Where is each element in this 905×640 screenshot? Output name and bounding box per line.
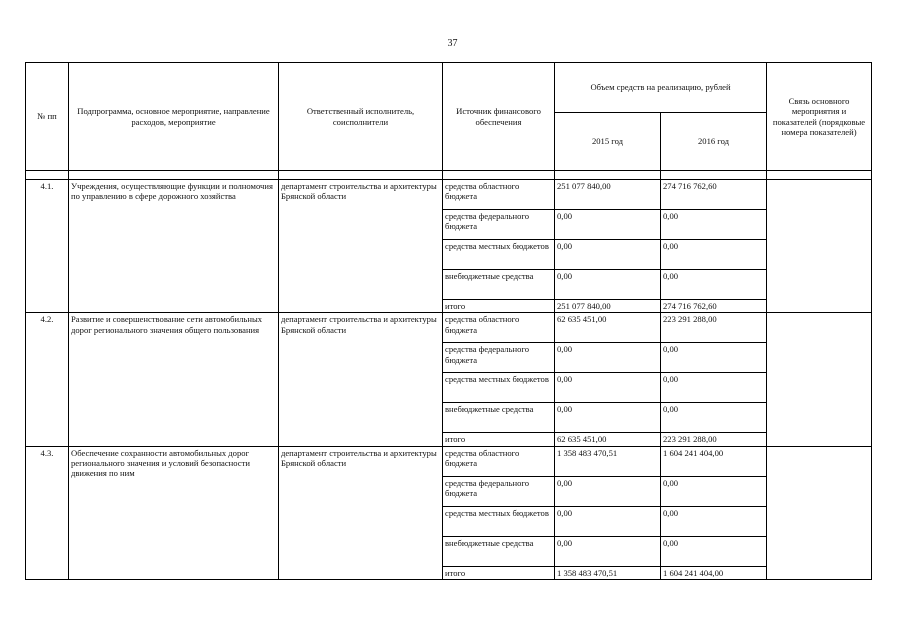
total-2015: 251 077 840,00 bbox=[555, 300, 661, 313]
amount-2015: 0,00 bbox=[555, 506, 661, 536]
amount-2016: 0,00 bbox=[661, 343, 767, 373]
table-row bbox=[26, 313, 872, 343]
section-program: Развитие и совершенствование сети автомобильных дорог регионального значения общего пользования bbox=[69, 313, 279, 446]
header-year-2016: 2016 год bbox=[661, 113, 767, 171]
link-cell bbox=[767, 313, 872, 446]
amount-2015: 0,00 bbox=[555, 403, 661, 433]
section-program: Обеспечение сохранности автомобильных дорог регионального значения и условий безопасности движения по ним bbox=[69, 446, 279, 579]
amount-2015: 0,00 bbox=[555, 210, 661, 240]
section-number: 4.3. bbox=[26, 446, 69, 579]
section-number: 4.2. bbox=[26, 313, 69, 446]
amount-2016: 1 604 241 404,00 bbox=[661, 446, 767, 476]
source-cell: средства федерального бюджета bbox=[443, 343, 555, 373]
spacer-row bbox=[26, 171, 872, 180]
section-executor: департамент строительства и архитектуры Брянской области bbox=[279, 180, 443, 313]
header-year-2015: 2015 год bbox=[555, 113, 661, 171]
table-row bbox=[26, 446, 872, 476]
amount-2015: 0,00 bbox=[555, 343, 661, 373]
section-executor: департамент строительства и архитектуры Брянской области bbox=[279, 313, 443, 446]
budget-table bbox=[25, 62, 872, 580]
source-cell: внебюджетные средства bbox=[443, 403, 555, 433]
amount-2015: 62 635 451,00 bbox=[555, 313, 661, 343]
source-cell: средства местных бюджетов bbox=[443, 240, 555, 270]
source-cell: средства областного бюджета bbox=[443, 180, 555, 210]
header-num: № пп bbox=[26, 63, 69, 171]
source-cell: средства местных бюджетов bbox=[443, 506, 555, 536]
amount-2016: 0,00 bbox=[661, 270, 767, 300]
total-2016: 223 291 288,00 bbox=[661, 433, 767, 446]
amount-2016: 0,00 bbox=[661, 536, 767, 566]
header-volume: Объем средств на реализацию, рублей bbox=[555, 63, 767, 113]
header-executor: Ответственный исполнитель, соисполнители bbox=[279, 63, 443, 171]
total-2016: 1 604 241 404,00 bbox=[661, 566, 767, 579]
amount-2015: 1 358 483 470,51 bbox=[555, 446, 661, 476]
total-label: итого bbox=[443, 433, 555, 446]
header-source: Источник финансового обеспечения bbox=[443, 63, 555, 171]
total-label: итого bbox=[443, 300, 555, 313]
section-number: 4.1. bbox=[26, 180, 69, 313]
header-link: Связь основного мероприятия и показателей (порядковые номера показателей) bbox=[767, 63, 872, 171]
total-label: итого bbox=[443, 566, 555, 579]
source-cell: средства федерального бюджета bbox=[443, 476, 555, 506]
amount-2016: 0,00 bbox=[661, 476, 767, 506]
page-number: 37 bbox=[447, 38, 458, 49]
total-2016: 274 716 762,60 bbox=[661, 300, 767, 313]
source-cell: внебюджетные средства bbox=[443, 270, 555, 300]
header-program: Подпрограмма, основное мероприятие, направление расходов, мероприятие bbox=[69, 63, 279, 171]
amount-2016: 274 716 762,60 bbox=[661, 180, 767, 210]
link-cell bbox=[767, 446, 872, 579]
amount-2016: 0,00 bbox=[661, 240, 767, 270]
amount-2016: 0,00 bbox=[661, 403, 767, 433]
source-cell: внебюджетные средства bbox=[443, 536, 555, 566]
section-program: Учреждения, осуществляющие функции и полномочия по управлению в сфере дорожного хозяйства bbox=[69, 180, 279, 313]
total-2015: 1 358 483 470,51 bbox=[555, 566, 661, 579]
source-cell: средства федерального бюджета bbox=[443, 210, 555, 240]
source-cell: средства областного бюджета bbox=[443, 446, 555, 476]
amount-2015: 0,00 bbox=[555, 536, 661, 566]
amount-2015: 251 077 840,00 bbox=[555, 180, 661, 210]
amount-2016: 0,00 bbox=[661, 210, 767, 240]
amount-2015: 0,00 bbox=[555, 373, 661, 403]
link-cell bbox=[767, 180, 872, 313]
amount-2016: 223 291 288,00 bbox=[661, 313, 767, 343]
amount-2016: 0,00 bbox=[661, 506, 767, 536]
table-row bbox=[26, 180, 872, 210]
amount-2016: 0,00 bbox=[661, 373, 767, 403]
total-2015: 62 635 451,00 bbox=[555, 433, 661, 446]
section-executor: департамент строительства и архитектуры Брянской области bbox=[279, 446, 443, 579]
amount-2015: 0,00 bbox=[555, 476, 661, 506]
source-cell: средства местных бюджетов bbox=[443, 373, 555, 403]
source-cell: средства областного бюджета bbox=[443, 313, 555, 343]
amount-2015: 0,00 bbox=[555, 270, 661, 300]
amount-2015: 0,00 bbox=[555, 240, 661, 270]
